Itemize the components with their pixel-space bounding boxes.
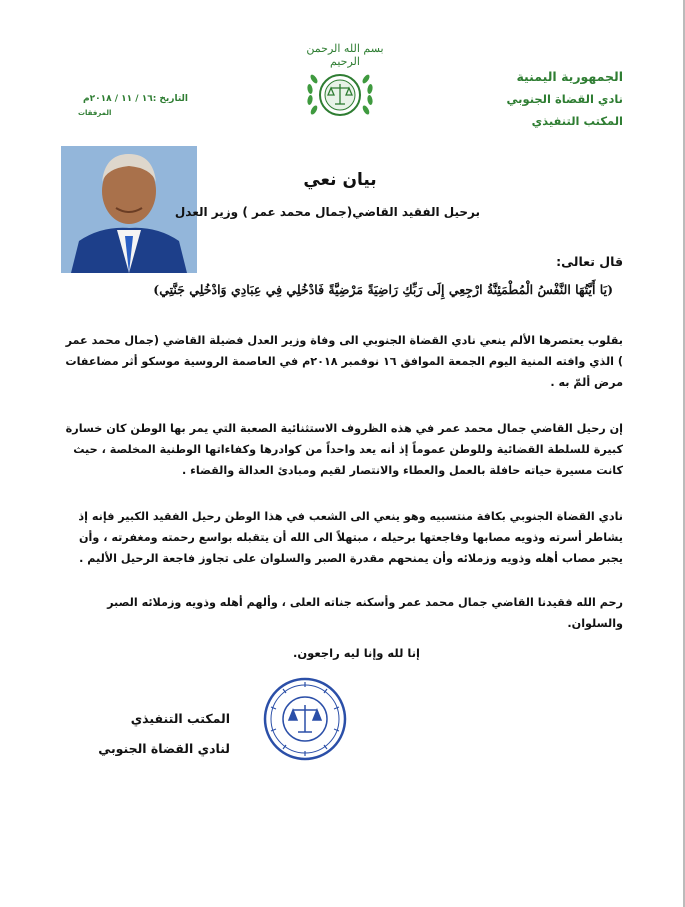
paragraph-2: إن رحيل القاضي جمال محمد عمر في هذه الظروف الاستثنائية الصعبة التي يمر بها الوطن كان خسارة كبيرة للسلطة القضائية وللوطن عموماً إذ أنه يعد واحداً من كوادرها وكفاءاتها الوطنية المخلصة ، حيث كانت مسيرة حياته حافلة بالعمل والعطاء والانتصار لقيم ومبادئ العدالة والقضاء . (65, 422, 623, 477)
paragraph-1: بقلوب يعتصرها الألم ينعي نادي القضاة الجنوبي الى وفاة وزير العدل فضيلة القاضي (جمال محمد عمر ) الذي وافته المنية اليوم الجمعة الموافق ١٦ نوفمبر ٢٠١٨م في العاصمة الروسية موسكو أثر مضاعفات مرض ألمّ به . (65, 334, 623, 389)
paragraph-4: رحم الله فقيدنا القاضي جمال محمد عمر وأسكنه جناته العلى ، وألهم أهله وذويه وزملائه الصبر والسلوان. (107, 596, 623, 630)
office-name: المكتب التنفيذي (531, 114, 623, 128)
country-name: الجمهورية اليمنية (516, 69, 623, 84)
judges-club-logo (300, 62, 380, 128)
seal-scales-icon (289, 705, 321, 732)
signature-line-2: لنادي القضاة الجنوبي (98, 741, 230, 756)
document-date: التاريخ :١٦ / ١١ / ٢٠١٨م (82, 94, 188, 104)
paragraph-3: نادي القضاة الجنوبي بكافة منتسبيه وهو ينعي الى الشعب في هذا الوطن رحيل الفقيد الكبير فإنه إذ يشاطر أسرته وذويه مصابها وفاجعتها برحيله ، مبتهلاً الى الله أن يتقبله بواسع رحمته ومغفرته ، وأن يجبر مصاب أهله وذويه وزملائه وأن يمنحهم مقدرة الصبر والسلوان على تجاوز فاجعة الرحيل الأليم . (78, 510, 623, 565)
notice-title: بيان نعي (303, 170, 377, 190)
letterhead-right (507, 66, 623, 132)
signature-block (98, 704, 230, 764)
quran-verse: (يَا أَيَّتُهَا النَّفْسُ الْمُطْمَئِنَّةُ ارْجِعِي إِلَى رَبِّكِ رَاضِيَةً مَرْضِيَّةً فَادْخُلِي فِي عِبَادِي وَادْخُلِي جَنَّتِي) (153, 282, 613, 297)
signature-line-1: المكتب التنفيذي (130, 711, 230, 726)
letterhead-left (78, 92, 188, 120)
official-seal (263, 677, 347, 761)
closing-phrase: إنا لله وإنا ليه راجعون. (292, 646, 420, 660)
quran-intro: قال تعالى: (556, 254, 623, 269)
attachments-label: المرفقات (78, 109, 112, 117)
organization-name: نادي القضاة الجنوبي (506, 92, 623, 106)
basmala-text: بسم الله الرحمن الرحيم (306, 42, 384, 68)
notice-subtitle: برحيل الفقيد القاضي(جمال محمد عمر ) وزير العدل (174, 205, 480, 219)
